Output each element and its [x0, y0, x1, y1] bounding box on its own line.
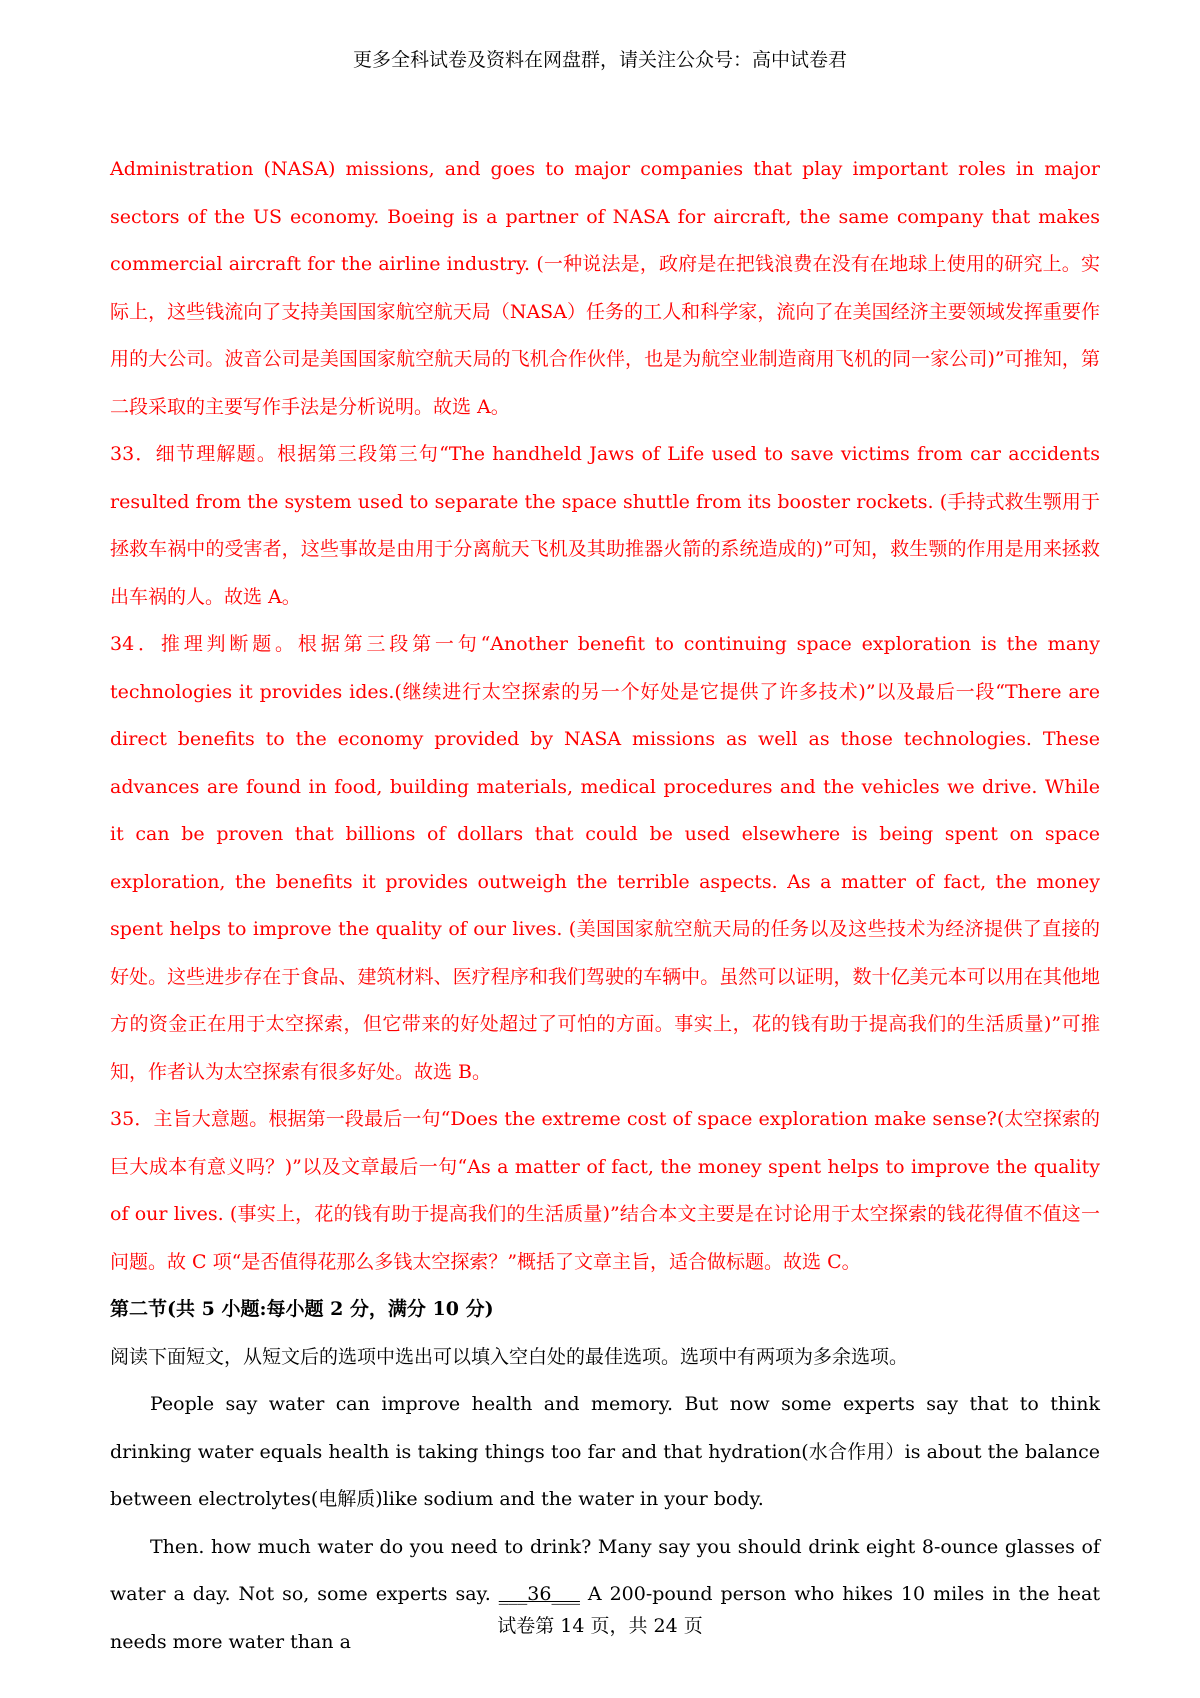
- page-footer: 试卷第 14 页，共 24 页: [497, 1615, 703, 1637]
- answer-35: 35．主旨大意题。根据第一段最后一句“Does the extreme cost of space exploration make sense?(太空探索的巨大成本有意义吗？)”以及文章最后一句“As a matter of fact, the money spent helps to improve the quality of our lives. (事实上，花的钱有助于提高我们的生活质量)”结合本文主要是在讨论用于太空探索的钱花得值不值这一问题。故 C 项“是否值得花那么多钱太空探索？”概括了文章主旨，适合做标题。故选 C。: [110, 1108, 1100, 1273]
- section-title: 第二节(共 5 小题:每小题 2 分，满分 10 分): [110, 1298, 494, 1320]
- page-content: [110, 146, 1100, 1666]
- passage-paragraph-2: [110, 1524, 1100, 1667]
- blank-36: ___36___: [498, 1583, 580, 1605]
- paragraph-2-before-blank: Then. how much water do you need to drink? Many say you should drink eight 8-ounce glasses of water a day. Not so, some experts say.: [110, 1535, 1100, 1605]
- answer-34: 34．推理判断题。根据第三段第一句“Another benefit to continuing space exploration is the many technologies it provides ides.(继续进行太空探索的另一个好处是它提供了许多技术)”以及最后一段“There are direct benefits to the economy provided by NASA missions as well as those technologies. These advances are found in food, building materials, medical procedures and the vehicles we drive. While it can be proven that billions of dollars that could be used elsewhere is being spent on space exploration, the benefits it provides outweigh the terrible aspects. As a matter of fact, the money spent helps to improve the quality of our lives. (美国国家航空航天局的任务以及这些技术为经济提供了直接的好处。这些进步存在于食品、建筑材料、医疗程序和我们驾驶的车辆中。虽然可以证明，数十亿美元本可以用在其他地方的资金正在用于太空探索，但它带来的好处超过了可怕的方面。事实上，花的钱有助于提高我们的生活质量)”可推知，作者认为太空探索有很多好处。故选 B。: [110, 633, 1100, 1083]
- section-instructions: 阅读下面短文，从短文后的选项中选出可以填入空白处的最佳选项。选项中有两项为多余选项。: [110, 1345, 909, 1368]
- answer-33: 33．细节理解题。根据第三段第三句“The handheld Jaws of Life used to save victims from car accidents resulted from the system used to separate the space shuttle from its booster rockets. (手持式救生颚用于拯救车祸中的受害者，这些事故是由用于分离航天飞机及其助推器火箭的系统造成的)”可知，救生颚的作用是用来拯救出车祸的人。故选 A。: [110, 443, 1100, 608]
- passage-paragraph-1: People say water can improve health and memory. But now some experts say that to think drinking water equals health is taking things too far and that hydration(水合作用）is about the balance between electrolytes(电解质)like sodium and the water in your body.: [110, 1393, 1100, 1510]
- page-header: 更多全科试卷及资料在网盘群，请关注公众号：高中试卷君: [352, 49, 847, 71]
- paragraph-2-after-blank: A 200-pound person who hikes 10 miles in the heat needs more water than a: [110, 1583, 1100, 1653]
- answer-32-continued: Administration (NASA) missions, and goes to major companies that play important roles in major sectors of the US economy. Boeing is a partner of NASA for aircraft, the same company that makes commercial aircraft for the airline industry. (一种说法是，政府是在把钱浪费在没有在地球上使用的研究上。实际上，这些钱流向了支持美国国家航空航天局（NASA）任务的工人和科学家，流向了在美国经济主要领域发挥重要作用的大公司。波音公司是美国国家航空航天局的飞机合作伙伴，也是为航空业制造商用飞机的同一家公司)”可推知，第二段采取的主要写作手法是分析说明。故选 A。: [110, 158, 1100, 418]
